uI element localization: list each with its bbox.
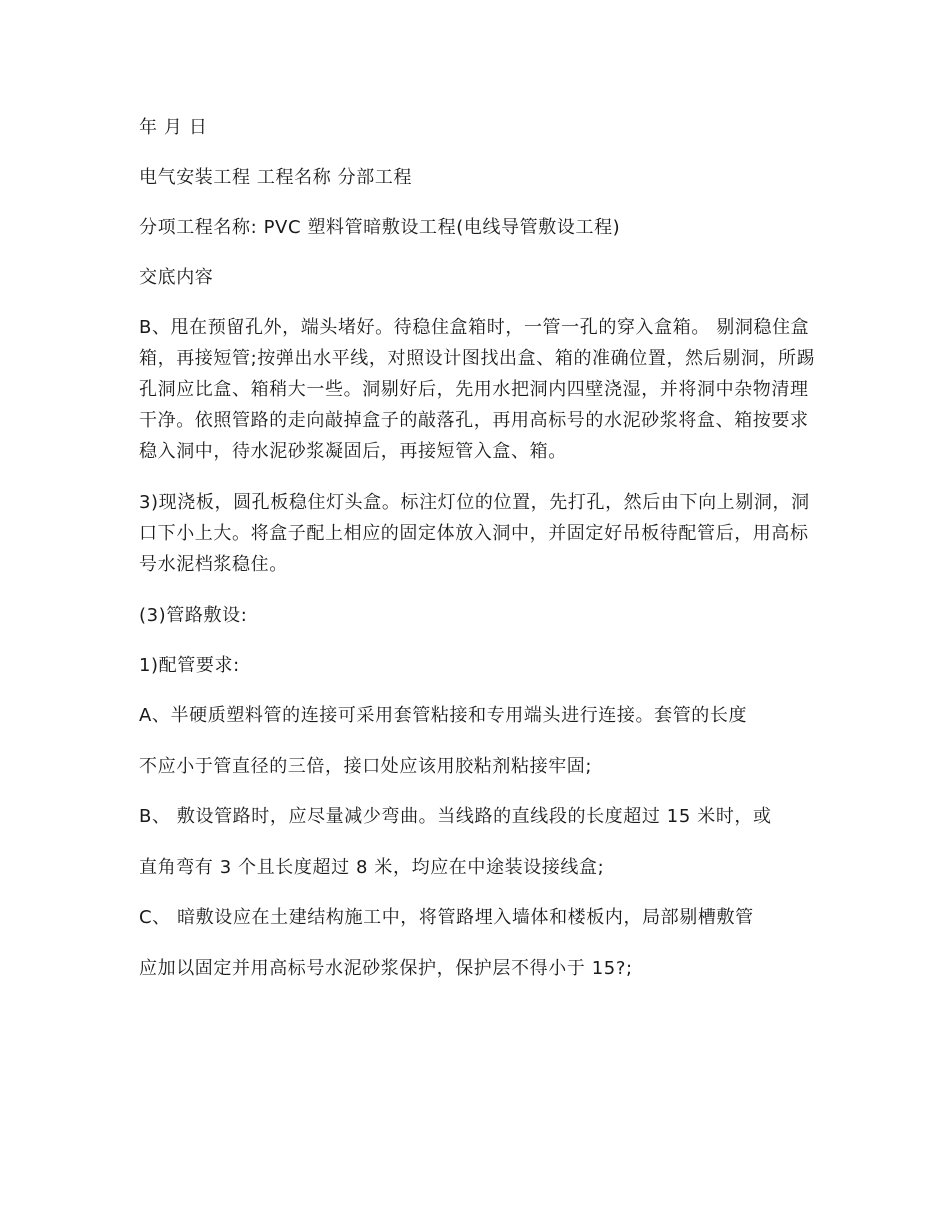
paragraph-box-install: B、甩在预留孔外，端头堵好。待稳住盒箱时，一管一孔的穿入盒箱。 剔洞稳住盒箱，再接短管;按弹出水平线，对照设计图找出盒、箱的准确位置，然后剔洞，所踢孔洞应比盒、箱稍大一些。洞剔好后，先用水把洞内四壁浇湿，并将洞中杂物清理干净。依照管路的走向敲掉盒子的敲落孔，再用高标号的水泥砂浆将盒、箱按要求稳入洞中，待水泥砂浆凝固后，再接短管入盒、箱。 — [139, 317, 816, 462]
paragraph-lamp-box: 3)现浇板，圆孔板稳住灯头盒。标注灯位的位置，先打孔，然后由下向上剔洞，洞口下小上大。将盒子配上相应的固定体放入洞中，并固定好吊板待配管后，用高标号水泥档浆稳住。 — [139, 492, 810, 575]
subheading-pipe-laying: (3)管路敷设: — [139, 605, 248, 626]
item-c-line-2: 应加以固定并用高标号水泥砂浆保护，保护层不得小于 15?; — [139, 958, 633, 979]
date-line: 年 月 日 — [139, 117, 208, 138]
document-page — [139, 112, 819, 1003]
project-line: 电气安装工程 工程名称 分部工程 — [139, 167, 413, 188]
item-c-line-1: C、 暗敷设应在土建结构施工中，将管路埋入墙体和楼板内，局部剔槽敷管 — [139, 907, 754, 928]
item-b-line-2: 直角弯有 3 个且长度超过 8 米，均应在中途装设接线盒; — [139, 857, 605, 878]
section-heading: 交底内容 — [139, 267, 214, 288]
item-b-line-1: B、 敷设管路时，应尽量减少弯曲。当线路的直线段的长度超过 15 米时，或 — [139, 806, 772, 827]
subproject-line: 分项工程名称: PVC 塑料管暗敷设工程(电线导管敷设工程) — [139, 217, 621, 238]
item-a-line-2: 不应小于管直径的三倍，接口处应该用胶粘剂粘接牢固; — [139, 756, 593, 777]
item-a-line-1: A、半硬质塑料管的连接可采用套管粘接和专用端头进行连接。套管的长度 — [139, 705, 748, 726]
subheading-pipe-requirements: 1)配管要求: — [139, 655, 240, 676]
